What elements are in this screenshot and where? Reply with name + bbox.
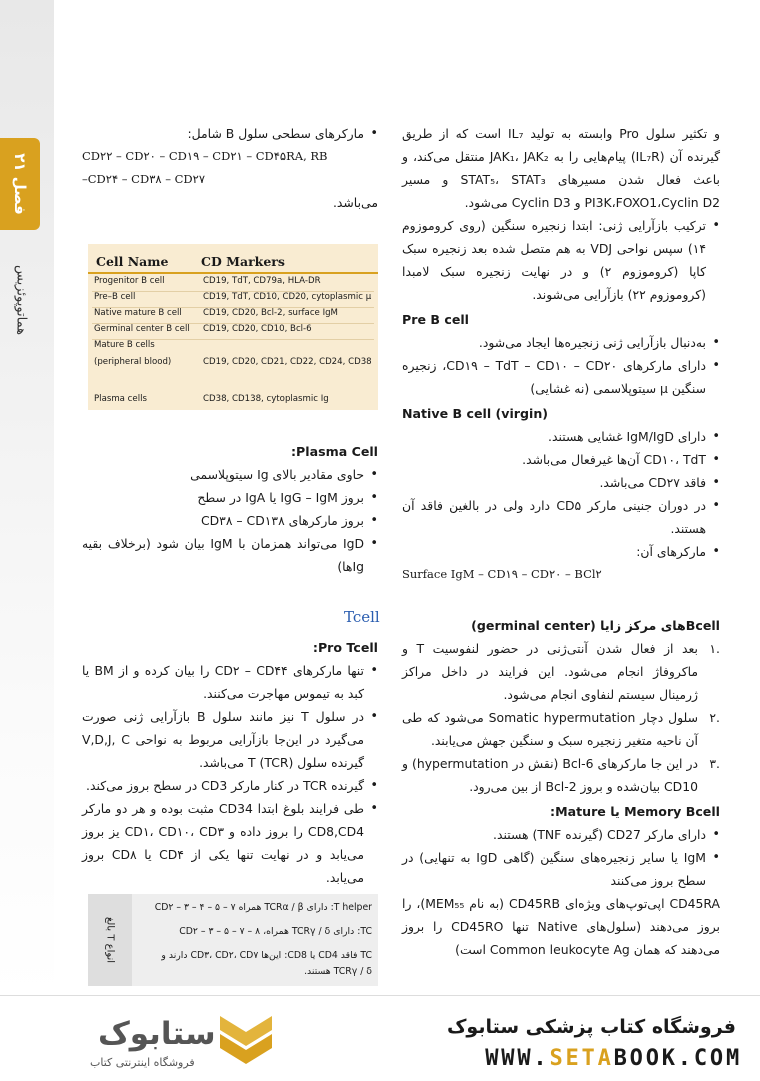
numbered-item bbox=[402, 706, 720, 752]
mature-t-types-table bbox=[88, 894, 378, 986]
section-heading: Memory Bcell یا Mature: bbox=[550, 804, 720, 819]
bullet-item: • طی فرایند بلوغ ابتدا CD34 مثبت بوده و هر دو مارکر CD8,CD4 را بروز داده و CD۱، CD۱۰، CD۳ یز بروز می‌یابد و در نهایت تنها یکی از CD۴ یا CD۸ بروز می‌یابد. bbox=[82, 797, 378, 889]
table-header: CD Markers bbox=[201, 254, 285, 269]
item-number: .۳ bbox=[709, 756, 720, 771]
table-cell: Progenitor B cell bbox=[94, 276, 165, 286]
table-row bbox=[92, 340, 374, 374]
section-heading: Bcellهای مرکز زایا (germinal center) bbox=[471, 618, 720, 633]
bullet-item: • در دوران جنینی مارکر CD۵ دارد ولی در بالغین فاقد آن هستند. bbox=[402, 494, 720, 540]
bullet-item: • به‌دنبال بازآرایی ژنی زنجیره‌ها ایجاد می‌شود. bbox=[402, 331, 720, 354]
table-cell: Native mature B cell bbox=[94, 308, 182, 318]
cd-markers-table bbox=[88, 244, 378, 410]
table-row: TC: دارای TCRγ / δ همراه، CD۲ – ۳ – ۵ – ۷ – ۸ bbox=[179, 926, 372, 937]
chapter-title-text: هماتوپوئزیس bbox=[13, 265, 29, 335]
marker-formula: CD۲۲ – CD۲۰ – CD۱۹ – CD۲۱ – CD۴۵RA, RB bbox=[82, 149, 328, 163]
bullet-item: • حاوی مقادیر بالای Ig سیتوپلاسمی bbox=[82, 463, 378, 486]
table-row bbox=[92, 292, 374, 308]
bullet-item: • IgD می‌تواند همزمان با IgM بیان شود (برخلاف بقیه Igها) bbox=[82, 532, 378, 578]
url-highlight: SETA bbox=[549, 1046, 614, 1071]
bullet-item: • دارای مارکرهای CD۱۹ – TdT – CD۱۰ – CD۲۰، زنجیره سنگین μ سیتوپلاسمی (نه غشایی) bbox=[402, 354, 720, 400]
table-cell: CD19, CD20, CD21, CD22, CD24, CD38 bbox=[203, 357, 372, 367]
right-column bbox=[402, 122, 720, 961]
numbered-item bbox=[402, 752, 720, 798]
table-cell: Pre–B cell bbox=[94, 292, 136, 302]
section-heading: Pro Tcell: bbox=[312, 640, 378, 655]
plasma-section bbox=[82, 438, 378, 578]
bullet-item: • فاقد CD۲۷ می‌باشد. bbox=[402, 471, 720, 494]
marker-formula: Surface IgM – CD۱۹ – CD۲۰ – BCl۲ bbox=[402, 567, 602, 581]
bullet-item: • بروز IgG – IgM یا IgA در سطح bbox=[82, 486, 378, 509]
chapter-tab bbox=[0, 138, 40, 230]
section-heading: Plasma Cell: bbox=[290, 444, 378, 459]
table-cell: (peripheral blood) bbox=[94, 357, 172, 367]
table-side-label-text: انواع T بالغ bbox=[104, 916, 116, 964]
footer-banner bbox=[0, 995, 760, 1081]
item-text: سلول دچار Somatic hypermutation می‌شود که طی آن ناحیه متغیر زنجیره سبک و سنگین جهش می‌یابند. bbox=[402, 710, 698, 748]
bullet-item: • دارای مارکر CD27 (گیرنده TNF) هستند. bbox=[402, 823, 720, 846]
bullet-item: • گیرنده TCR در کنار مارکر CD3 در سطح بروز می‌کند. bbox=[82, 774, 378, 797]
book-chevron-icon bbox=[220, 1010, 272, 1072]
logo-subtitle: فروشگاه اینترنتی کتاب bbox=[90, 1056, 195, 1069]
section-heading: Pre B cell bbox=[402, 312, 469, 327]
bullet-item: • بروز مارکرهای CD۳۸ – CD۱۳۸ bbox=[82, 509, 378, 532]
setabook-logo bbox=[40, 1010, 280, 1076]
bullet-item: • ترکیب بازآرایی ژنی: ابتدا زنجیره سنگین (روی کروموزوم ۱۴) سپس نواحی VDJ به هم متصل شده بعد زنجیره سبک کاپا (کروموزوم ۲) و در نهایت زنجیره سبک لامبدا (کروموزوم ۲۲) بازآرایی می‌شوند. bbox=[402, 214, 720, 306]
logo-text: ستابوک bbox=[98, 1016, 216, 1052]
table-cell: CD19, CD20, CD10, Bcl-6 bbox=[203, 324, 312, 334]
table-row: TC فاقد CD4 یا CD8: این‌ها CD۳، CD۲، CD۷ دارند و TCRγ / δ هستند. bbox=[161, 950, 372, 977]
table-cell: CD19, TdT, CD10, CD20, cytoplasmic μ bbox=[203, 292, 372, 302]
bullet-item: • دارای IgM/IgD غشایی هستند. bbox=[402, 425, 720, 448]
paragraph: و تکثیر سلول Pro وابسته به تولید IL₇ است که از طریق گیرنده آن (IL₇R) پیام‌هایی را به JAK₁، JAK₂ منتقل می‌کند، و باعث فعال شدن مسیرهای STAT₅، STAT₃ و مسیر PI3K،FOXO1،Cyclin D2 و Cyclin D3 می‌شود. bbox=[402, 126, 721, 210]
numbered-item bbox=[402, 637, 720, 706]
table-cell: CD19, CD20, Bcl-2, surface IgM bbox=[203, 308, 338, 318]
table-row bbox=[92, 394, 374, 408]
bullet-item: • مارکرهای سطحی سلول B شامل: bbox=[82, 122, 378, 145]
table-cell: CD38, CD138, cytoplasmic Ig bbox=[203, 394, 329, 404]
section-heading: Native B cell (virgin) bbox=[402, 406, 549, 421]
table-side-label bbox=[88, 894, 132, 986]
bullet-item: • CD۱۰، TdT آن‌ها غیرفعال می‌باشد. bbox=[402, 448, 720, 471]
paragraph: می‌باشد. bbox=[332, 195, 378, 210]
url-suffix: BOOK.COM bbox=[613, 1046, 742, 1071]
table-cell: CD19, TdT, CD79a, HLA-DR bbox=[203, 276, 321, 286]
bullet-item: • مارکرهای آن: bbox=[402, 540, 720, 563]
tcell-heading: Tcell bbox=[344, 608, 380, 626]
table-row bbox=[92, 308, 374, 324]
item-text: بعد از فعال شدن آنتی‌ژنی در حضور لنفوسیت T و ماکروفاژ انجام می‌شود. این فرایند در داخل مراکز ژرمینال سیستم لنفاوی انجام می‌شود. bbox=[402, 641, 698, 702]
store-url[interactable] bbox=[485, 1046, 742, 1071]
table-row bbox=[92, 324, 374, 340]
chapter-number: فصل ۲۱ bbox=[11, 153, 29, 215]
table-cell: Germinal center B cell bbox=[94, 324, 190, 334]
paragraph: CD45RA اپی‌توپ‌های ویژه‌ای CD45RB (به نام MEM₅₅)، را بروز می‌دهند (سلول‌های Native تنها CD45RO را بروز می‌دهند که همان Common leukocyte Ag است) bbox=[402, 896, 720, 957]
bullet-item: • تنها مارکرهای CD۲ – CD۴۴ را بیان کرده و از BM یا کبد به تیموس مهاجرت می‌کنند. bbox=[82, 659, 378, 705]
bullet-item: • در سلول T نیز مانند سلول B بازآرایی ژنی صورت می‌گیرد در این‌جا بازآرایی مربوط به نواحی V,D,J, C گیرنده سلول T (TCR) می‌باشد. bbox=[82, 705, 378, 774]
table-divider bbox=[88, 272, 378, 274]
table-row bbox=[92, 276, 374, 292]
table-row: T helper: دارای TCRα / β همراه CD۲ – ۳ – ۴ – ۵ – ۷ bbox=[154, 902, 372, 913]
table-cell: Plasma cells bbox=[94, 394, 147, 404]
store-title: فروشگاه کتاب پزشکی ستابوک bbox=[446, 1016, 736, 1038]
item-number: .۲ bbox=[709, 710, 720, 725]
bullet-item: • IgM یا سایر زنجیره‌های سنگین (گاهی IgD به تنهایی) در سطح بروز می‌کنند bbox=[402, 846, 720, 892]
table-header: Cell Name bbox=[96, 254, 169, 269]
tcell-section bbox=[82, 634, 378, 889]
url-prefix: WWW. bbox=[485, 1046, 550, 1071]
marker-formula: –CD۲۴ – CD۳۸ – CD۲۷ bbox=[82, 172, 205, 186]
chapter-title bbox=[6, 250, 36, 350]
table-cell: Mature B cells bbox=[94, 340, 155, 350]
item-number: .۱ bbox=[709, 641, 720, 656]
item-text: در این جا مارکرهای Bcl-6 (نقش در hypermutation) و CD10 بیان‌شده و بروز Bcl-2 از بین می‌رود. bbox=[402, 756, 699, 794]
left-column bbox=[82, 122, 378, 214]
